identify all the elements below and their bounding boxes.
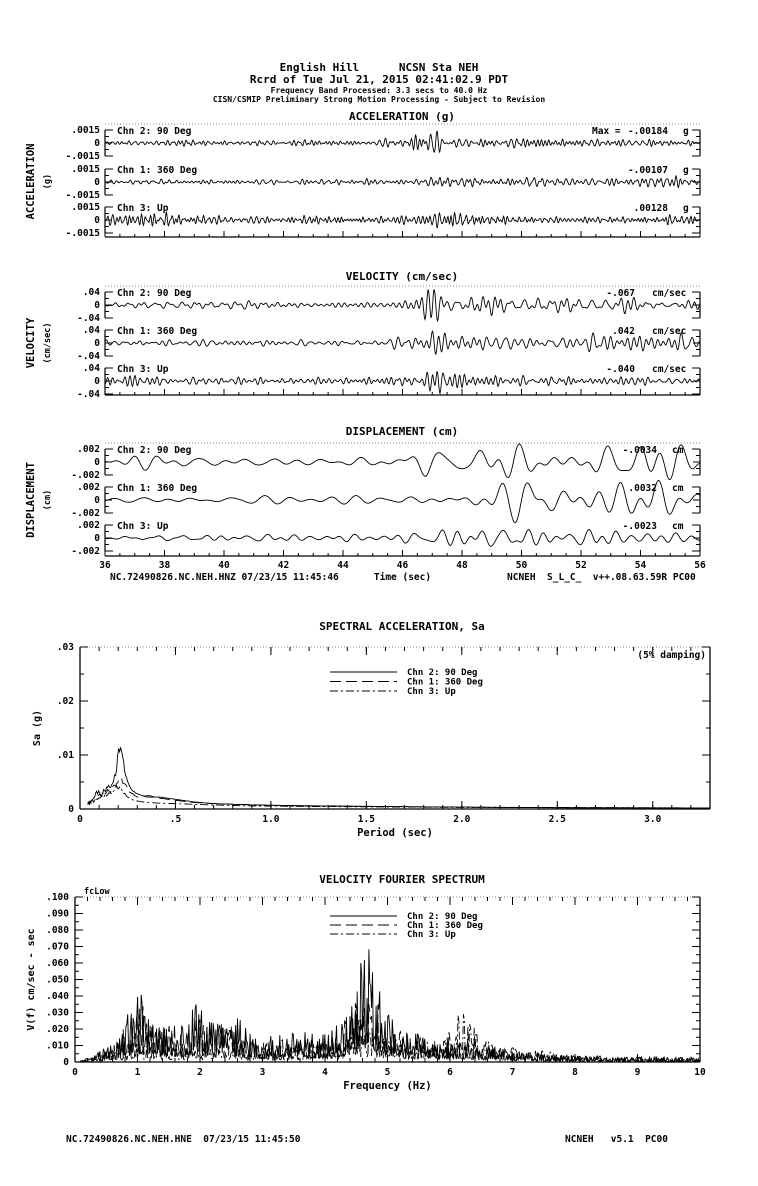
x-tick-label: 2 [197, 1067, 203, 1078]
displacement-section-title: DISPLACEMENT (cm) [345, 425, 459, 438]
series-chn-3-up [88, 786, 710, 808]
legend-label: Chn 1: 360 Deg [407, 677, 483, 688]
channel-label: Chn 1: 360 Deg [117, 483, 198, 494]
x-tick-label: 0 [77, 814, 83, 825]
y-tick-label: .01 [56, 750, 74, 761]
time-tick-label: 46 [396, 560, 409, 571]
scale-zero: 0 [94, 376, 100, 387]
timeseries-footer-right: NCNEH S_L_C_ v++.08.63.59R PC00 [507, 572, 696, 583]
channel-label: Chn 1: 360 Deg [117, 165, 198, 176]
scale-minus: -.002 [71, 470, 100, 481]
channel-label: Chn 3: Up [117, 521, 169, 532]
peak-prefix: Max = [592, 126, 621, 137]
velocity_fourier_spectrum-x-axis-title: Frequency (Hz) [343, 1080, 432, 1092]
y-tick-label: .100 [46, 892, 69, 903]
trace-chn-1-360-deg [105, 176, 700, 188]
velocity-plot [25, 286, 700, 400]
peak-value: -.0034 [622, 445, 657, 456]
peak-value: -.00184 [627, 126, 668, 137]
fourier-plot-title: VELOCITY FOURIER SPECTRUM [319, 873, 485, 886]
y-tick-label: .050 [46, 974, 69, 986]
y-tick-label: .080 [46, 925, 69, 936]
y-tick-label: .040 [46, 991, 69, 1002]
series-chn-2-90-deg [88, 748, 710, 808]
channel-label: Chn 3: Up [117, 364, 169, 375]
legend-label: Chn 2: 90 Deg [407, 668, 478, 678]
y-tick-label: 0 [68, 804, 74, 815]
x-tick-label: 1.5 [357, 814, 375, 825]
scale-plus: .04 [82, 363, 100, 374]
peak-units: cm [672, 445, 684, 456]
peak-value: .00128 [633, 203, 668, 214]
x-tick-label: 7 [509, 1067, 516, 1078]
series-chn-2-90-deg [80, 949, 699, 1061]
peak-value: -.040 [606, 364, 635, 375]
channel-label: Chn 2: 90 Deg [117, 288, 192, 299]
x-tick-label: 0 [72, 1067, 78, 1078]
velocity-axis-label: VELOCITY [25, 317, 37, 369]
scale-zero: 0 [94, 457, 100, 468]
sa-plot-title: SPECTRAL ACCELERATION, Sa [319, 620, 485, 633]
scale-plus: .04 [82, 325, 100, 336]
acceleration-axis-label: ACCELERATION [25, 143, 37, 220]
trace-chn-3-up [105, 212, 700, 228]
scale-zero: 0 [94, 533, 100, 544]
scale-zero: 0 [94, 177, 100, 188]
legend-label: Chn 2: 90 Deg [407, 912, 478, 922]
time-tick-label: 40 [218, 560, 230, 571]
peak-units: g [683, 203, 689, 214]
x-tick-label: 2.5 [548, 814, 566, 825]
x-tick-label: 8 [572, 1067, 578, 1078]
displacement-axis-units: (cm) [43, 489, 53, 511]
time-tick-label: 36 [99, 560, 111, 571]
trace-chn-3-up [105, 530, 700, 547]
peak-units: g [683, 126, 689, 137]
velocity-axis-units: (cm/sec) [43, 322, 53, 364]
x-tick-label: 3.0 [644, 814, 662, 825]
scale-zero: 0 [94, 495, 100, 506]
legend-label: Chn 3: Up [407, 930, 456, 940]
processing-notice: CISN/CSMIP Preliminary Strong Motion Processing - Subject to Revision [212, 95, 546, 104]
velocity-section-title: VELOCITY (cm/sec) [345, 270, 459, 283]
channel-label: Chn 1: 360 Deg [117, 326, 198, 337]
x-tick-label: 1 [134, 1067, 141, 1078]
y-tick-label: .030 [46, 1007, 69, 1019]
scale-plus: .0015 [71, 202, 100, 213]
x-tick-label: 10 [694, 1067, 706, 1078]
scale-plus: .0015 [71, 164, 100, 175]
frequency-band-line: Frequency Band Processed: 3.3 secs to 40.0 Hz [270, 86, 488, 95]
y-tick-label: .090 [46, 908, 69, 920]
peak-units: cm/sec [652, 326, 687, 337]
scale-minus: -.0015 [65, 228, 100, 239]
time-axis-title: Time (sec) [373, 572, 432, 583]
y-tick-label: .060 [46, 958, 69, 969]
channel-label: Chn 2: 90 Deg [117, 126, 192, 137]
y-tick-label: .010 [46, 1040, 69, 1052]
spectral_acceleration-y-axis-title: Sa (g) [32, 709, 43, 747]
x-tick-label: 5 [384, 1067, 391, 1078]
time-tick-label: 42 [277, 560, 290, 571]
scale-plus: .002 [77, 444, 100, 455]
scale-zero: 0 [94, 138, 100, 149]
scale-zero: 0 [94, 215, 100, 226]
scale-plus: .0015 [71, 125, 100, 136]
time-tick-label: 48 [456, 560, 468, 571]
y-tick-label: 0 [63, 1057, 69, 1068]
channel-label: Chn 2: 90 Deg [117, 445, 192, 456]
x-tick-label: 6 [447, 1067, 453, 1078]
scale-minus: -.04 [77, 351, 100, 362]
peak-value: -.00107 [627, 165, 668, 176]
page-footer-left: NC.72490826.NC.NEH.HNE 07/23/15 11:45:50 [66, 1134, 301, 1145]
x-tick-label: 9 [634, 1067, 641, 1078]
displacement-axis-label: DISPLACEMENT [25, 462, 37, 538]
scale-zero: 0 [94, 300, 100, 311]
peak-value: .042 [612, 326, 635, 337]
peak-value: -.067 [606, 288, 635, 299]
scale-zero: 0 [94, 338, 100, 349]
scale-minus: -.04 [77, 389, 100, 400]
trace-chn-2-90-deg [105, 444, 700, 480]
scale-minus: -.0015 [65, 190, 100, 201]
displacement-plot [25, 443, 706, 583]
damping-note: (5% damping) [637, 650, 706, 661]
y-tick-label: .020 [46, 1024, 69, 1035]
x-tick-label: 2.0 [453, 814, 471, 825]
spectral_acceleration-x-axis-title: Period (sec) [357, 827, 433, 839]
scale-minus: -.04 [77, 313, 100, 324]
scale-minus: -.002 [71, 508, 100, 519]
scale-plus: .002 [77, 482, 100, 493]
legend-label: Chn 3: Up [407, 687, 456, 697]
spectral_acceleration-plot [32, 642, 710, 839]
time-tick-label: 54 [634, 560, 647, 571]
time-tick-label: 44 [337, 560, 349, 571]
legend-label: Chn 1: 360 Deg [407, 921, 483, 931]
scale-plus: .002 [77, 520, 100, 531]
x-tick-label: 1.0 [262, 814, 280, 825]
timeseries-footer-left: NC.72490826.NC.NEH.HNZ 07/23/15 11:45:46 [110, 572, 339, 583]
page-footer-right: NCNEH v5.1 PC00 [565, 1134, 668, 1145]
peak-value: .0032 [628, 483, 657, 494]
time-tick-label: 52 [575, 560, 587, 571]
acceleration-axis-units: (g) [43, 173, 53, 190]
x-tick-label: 4 [322, 1067, 328, 1078]
record-timestamp: Rcrd of Tue Jul 21, 2015 02:41:02.9 PDT [249, 73, 509, 86]
acceleration-section-title: ACCELERATION (g) [349, 110, 455, 123]
peak-units: cm [672, 483, 684, 494]
time-tick-label: 38 [158, 560, 171, 571]
y-tick-label: .070 [46, 941, 69, 953]
scale-minus: -.0015 [65, 151, 100, 162]
time-tick-label: 50 [515, 560, 528, 571]
y-tick-label: .03 [56, 642, 74, 653]
scale-plus: .04 [82, 287, 100, 298]
peak-units: cm/sec [652, 288, 687, 299]
peak-units: g [683, 165, 689, 176]
peak-units: cm/sec [652, 364, 687, 375]
fclow-marker: fcLow [84, 887, 110, 897]
peak-units: cm [672, 521, 684, 532]
x-tick-label: .5 [169, 814, 182, 825]
velocity_fourier_spectrum-y-axis-title: V(f) cm/sec - sec [26, 928, 37, 1031]
station-title: English Hill NCSN Sta NEH [279, 61, 479, 74]
y-tick-label: .02 [56, 696, 74, 707]
velocity_fourier_spectrum-plot [26, 887, 706, 1092]
acceleration-plot [25, 124, 700, 239]
scale-minus: -.002 [71, 546, 100, 557]
time-tick-label: 56 [694, 560, 706, 571]
channel-label: Chn 3: Up [117, 203, 169, 214]
x-tick-label: 3 [259, 1067, 266, 1078]
peak-value: -.0023 [622, 521, 657, 532]
